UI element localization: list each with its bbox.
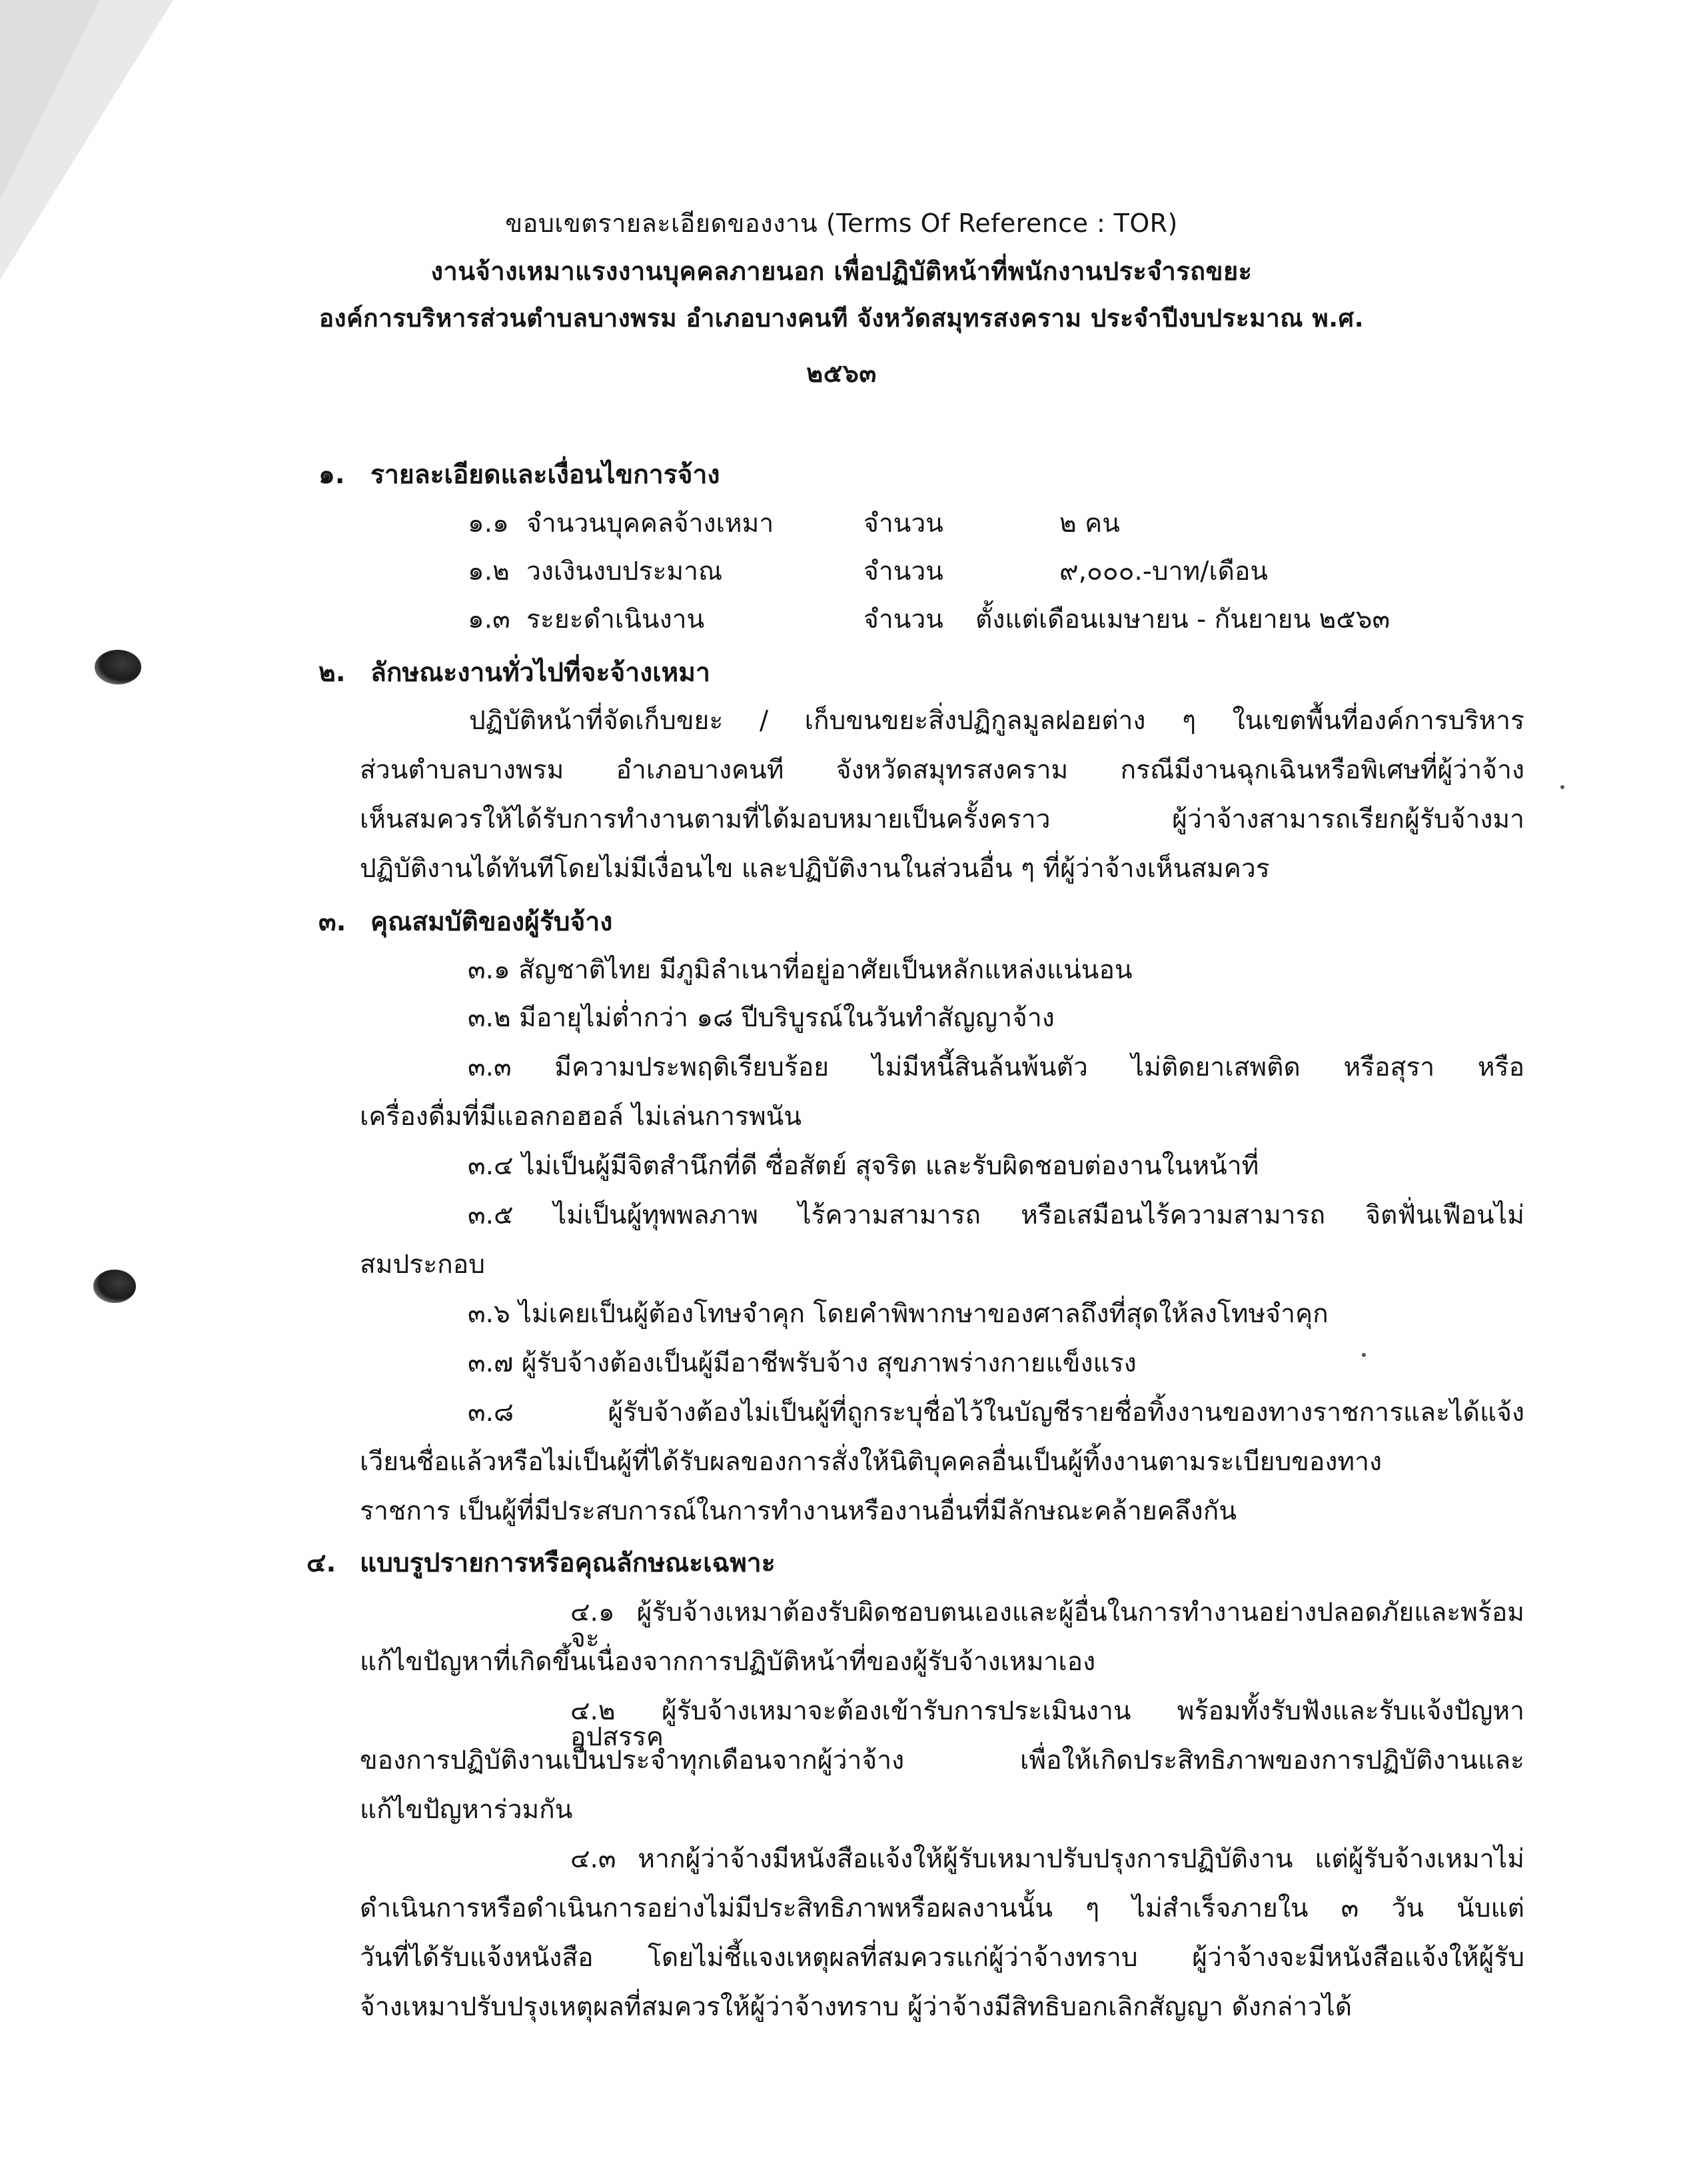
section-4-number: ๔. xyxy=(306,1548,336,1578)
s1-row-3-unit: จำนวน xyxy=(863,604,943,634)
title-line-3: องค์การบริหารส่วนตำบลบางพรม อำเภอบางคนที จังหวัดสมุทรสงคราม ประจำปีงบประมาณ พ.ศ. xyxy=(318,304,1365,333)
s3-line-12: ราชการ เป็นผู้ที่มีประสบการณ์ในการทำงานหรืองานอื่นที่มีลักษณะคล้ายคลึงกัน xyxy=(360,1496,1237,1526)
s3-line-9: ๓.๗ ผู้รับจ้างต้องเป็นผู้มีอาชีพรับจ้าง สุขภาพร่างกายแข็งแรง xyxy=(468,1348,1137,1378)
s1-row-2-unit: จำนวน xyxy=(863,556,943,586)
s3-line-6: ๓.๕ ไม่เป็นผู้ทุพพลภาพ ไร้ความสามารถ หรือเสมือนไร้ความสามารถ จิตฟั่นเฟือนไม่ xyxy=(468,1200,1524,1230)
s3-line-2: ๓.๒ มีอายุไม่ต่ำกว่า ๑๘ ปีบริบูรณ์ในวันทำสัญญาจ้าง xyxy=(468,1003,1055,1033)
section-1-number: ๑. xyxy=(318,460,345,490)
s1-row-2-label: วงเงินงบประมาณ xyxy=(526,556,723,586)
s1-row-1-no: ๑.๑ xyxy=(468,509,509,539)
title-line-2: งานจ้างเหมาแรงงานบุคคลภายนอก เพื่อปฏิบัติหน้าที่พนักงานประจำรถขยะ xyxy=(430,257,1253,286)
scan-speck xyxy=(1362,1353,1366,1357)
s1-row-2-no: ๑.๒ xyxy=(468,556,510,586)
punch-hole-mark xyxy=(95,650,141,684)
s4-line-2: แก้ไขปัญหาที่เกิดขึ้นเนื่องจากการปฏิบัติหน้าที่ของผู้รับจ้างเหมาเอง xyxy=(360,1647,1096,1677)
s2-line-2: ส่วนตำบลบางพรม อำเภอบางคนที จังหวัดสมุทรสงคราม กรณีมีงานฉุกเฉินหรือพิเศษที่ผู้ว่าจ้าง xyxy=(360,755,1524,785)
s3-line-8: ๓.๖ ไม่เคยเป็นผู้ต้องโทษจำคุก โดยคำพิพากษาของศาลถึงที่สุดให้ลงโทษจำคุก xyxy=(468,1299,1329,1329)
s1-row-1-unit: จำนวน xyxy=(863,509,943,539)
s2-line-1: ปฏิบัติหน้าที่จัดเก็บขยะ / เก็บขนขยะสิ่งปฏิกูลมูลฝอยต่าง ๆ ในเขตพื้นที่องค์การบริหาร xyxy=(469,706,1524,736)
section-1-heading: รายละเอียดและเงื่อนไขการจ้าง xyxy=(370,460,720,490)
s2-line-4: ปฏิบัติงานได้ทันทีโดยไม่มีเงื่อนไข และปฏิบัติงานในส่วนอื่น ๆ ที่ผู้ว่าจ้างเห็นสมควร xyxy=(360,854,1270,884)
s1-row-3-no: ๑.๓ xyxy=(468,604,510,634)
s3-line-5: ๓.๔ ไม่เป็นผู้มีจิตสำนึกที่ดี ซื่อสัตย์ สุจริต และรับผิดชอบต่องานในหน้าที่ xyxy=(468,1151,1259,1181)
s1-row-3-value: ตั้งแต่เดือนเมษายน - กันยายน ๒๕๖๓ xyxy=(975,604,1391,634)
s1-row-1-value: ๒ คน xyxy=(1059,509,1120,539)
section-3-heading: คุณสมบัติของผู้รับจ้าง xyxy=(370,907,613,937)
s3-line-1: ๓.๑ สัญชาติไทย มีภูมิลำเนาที่อยู่อาศัยเป็นหลักแหล่งแน่นอน xyxy=(468,955,1133,985)
scan-speck xyxy=(1560,785,1564,789)
punch-hole-mark xyxy=(93,1270,136,1303)
s3-line-4: เครื่องดื่มที่มีแอลกอฮอล์ ไม่เล่นการพนัน xyxy=(360,1102,802,1132)
s4-line-3: ๔.๒ ผู้รับจ้างเหมาจะต้องเข้ารับการประเมินงาน พร้อมทั้งรับฟังและรับแจ้งปัญหาอุปสรรค xyxy=(570,1696,1524,1752)
s1-row-3-label: ระยะดำเนินงาน xyxy=(526,604,705,634)
s3-line-10: ๓.๘ ผู้รับจ้างต้องไม่เป็นผู้ที่ถูกระบุชื่อไว้ในบัญชีรายชื่อทิ้งงานของทางราชการและได้แจ้ง xyxy=(468,1398,1524,1428)
s4-line-5: แก้ไขปัญหาร่วมกัน xyxy=(360,1795,573,1825)
title-line-4: ๒๕๖๓ xyxy=(806,359,877,388)
section-2-heading: ลักษณะงานทั่วไปที่จะจ้างเหมา xyxy=(370,658,710,688)
s3-line-3: ๓.๓ มีความประพฤติเรียบร้อย ไม่มีหนี้สินล้นพ้นตัว ไม่ติดยาเสพติด หรือสุรา หรือ xyxy=(468,1052,1524,1082)
s1-row-2-value: ๙,๐๐๐.-บาท/เดือน xyxy=(1059,556,1269,586)
s2-line-3: เห็นสมควรให้ได้รับการทำงานตามที่ได้มอบหมายเป็นครั้งคราว ผู้ว่าจ้างสามารถเรียกผู้รับจ้างมา xyxy=(360,804,1524,834)
section-2-number: ๒. xyxy=(318,658,346,688)
s4-line-1: ๔.๑ ผู้รับจ้างเหมาต้องรับผิดชอบตนเองและผู้อื่นในการทำงานอย่างปลอดภัยและพร้อม จะ xyxy=(570,1598,1524,1653)
s4-line-8: วันที่ได้รับแจ้งหนังสือ โดยไม่ชี้แจงเหตุผลที่สมควรแก่ผู้ว่าจ้างทราบ ผู้ว่าจ้างจะมีหนังสือแจ้งให้ผู้รับ xyxy=(360,1943,1524,1973)
s1-row-1-label: จำนวนบุคคลจ้างเหมา xyxy=(526,509,774,539)
s4-line-7: ดำเนินการหรือดำเนินการอย่างไม่มีประสิทธิภาพหรือผลงานนั้น ๆ ไม่สำเร็จภายใน ๓ วัน นับแต่ xyxy=(360,1893,1524,1923)
s4-line-9: จ้างเหมาปรับปรุงเหตุผลที่สมควรให้ผู้ว่าจ้างทราบ ผู้ว่าจ้างมีสิทธิบอกเลิกสัญญา ดังกล่าวได้ xyxy=(360,1992,1353,2022)
s4-line-4: ของการปฏิบัติงานเป็นประจำทุกเดือนจากผู้ว่าจ้าง เพื่อให้เกิดประสิทธิภาพของการปฏิบัติงานและ xyxy=(360,1745,1524,1775)
page-corner-fold xyxy=(0,0,100,200)
title-line-1: ขอบเขตรายละเอียดของงาน (Terms Of Reference : TOR) xyxy=(505,209,1178,238)
s3-line-7: สมประกอบ xyxy=(360,1250,485,1280)
s3-line-11: เวียนชื่อแล้วหรือไม่เป็นผู้ที่ได้รับผลของการสั่งให้นิติบุคคลอื่นเป็นผู้ทิ้งงานตามระเบียบของทาง xyxy=(360,1447,1383,1477)
section-4-heading: แบบรูปรายการหรือคุณลักษณะเฉพาะ xyxy=(360,1548,776,1578)
s4-line-6: ๔.๓ หากผู้ว่าจ้างมีหนังสือแจ้งให้ผู้รับเหมาปรับปรุงการปฏิบัติงาน แต่ผู้รับจ้างเหมาไม่ xyxy=(570,1844,1524,1874)
section-3-number: ๓. xyxy=(318,907,346,937)
